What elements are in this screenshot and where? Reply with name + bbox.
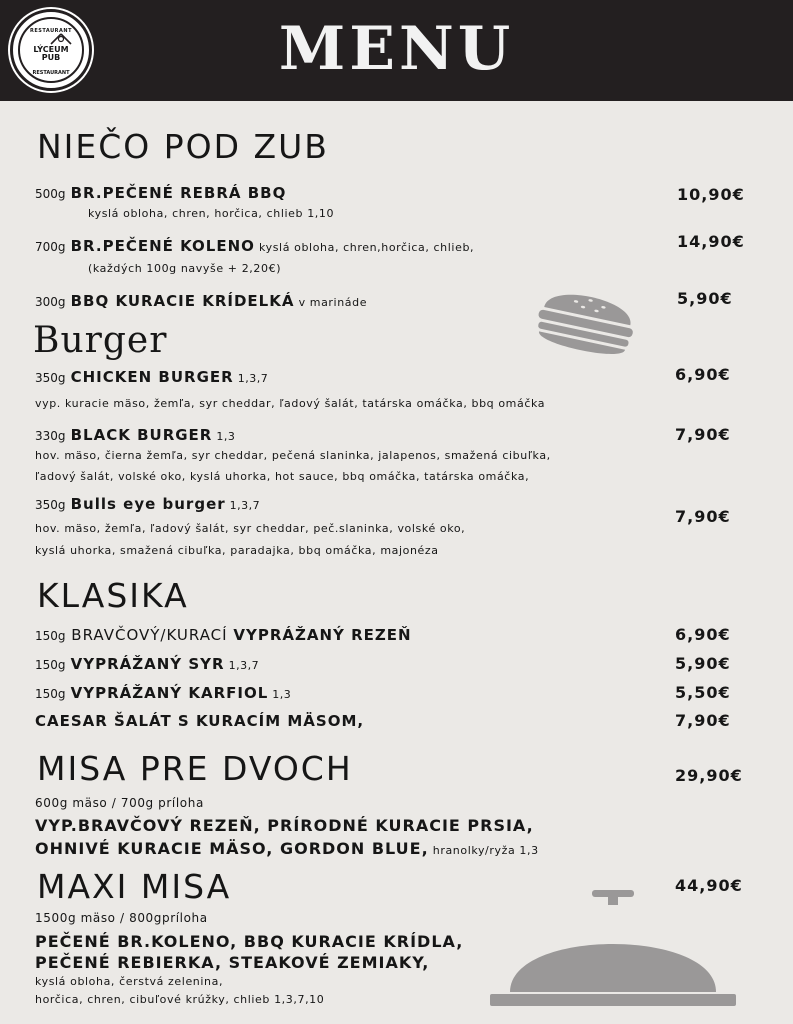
logo-name-line2: PUB	[41, 53, 61, 62]
item-name: VYPRÁŽANÝ KARFIOL	[70, 684, 269, 702]
item-price: 29,90€	[675, 766, 743, 785]
section-title-klasika: KLASIKA	[37, 576, 189, 615]
item-name: Bulls eye burger	[70, 495, 226, 513]
item-name: PEČENÉ REBIERKA, STEAKOVÉ ZEMIAKY,	[35, 953, 430, 972]
item-allergens: 1,3,7	[233, 372, 269, 385]
section-title-maxi: MAXI MISA	[37, 867, 232, 906]
item-price: 5,90€	[677, 289, 733, 308]
item-price: 14,90€	[677, 232, 745, 251]
item-price: 10,90€	[677, 185, 745, 204]
item-name-prefix: BRAVČOVÝ/KURACÍ	[65, 626, 234, 644]
item-name: BLACK BURGER	[70, 426, 213, 444]
item-description: kyslá obloha, čerstvá zelenina,	[35, 975, 224, 988]
item-price: 7,90€	[675, 711, 731, 730]
menu-item	[35, 654, 259, 676]
item-name: CHICKEN BURGER	[70, 368, 234, 386]
item-name: BBQ KURACIE KRÍDELKÁ	[70, 292, 295, 310]
menu-item	[35, 425, 235, 447]
menu-item	[35, 367, 268, 389]
page-title: MENU	[278, 14, 515, 84]
item-name: VYPRÁŽANÝ REZEŇ	[233, 626, 412, 644]
item-price: 7,90€	[675, 425, 731, 444]
item-description: kyslá uhorka, smažená cibuľka, paradajka, bbq omáčka, majonéza	[35, 544, 439, 557]
item-name: VYPRÁŽANÝ SYR	[70, 655, 225, 673]
item-price: 44,90€	[675, 876, 743, 895]
menu-item	[35, 494, 260, 516]
menu-item	[35, 711, 364, 731]
item-description-inline: kyslá obloha, chren,horčica, chlieb,	[254, 241, 475, 254]
menu-item	[35, 683, 291, 705]
item-description: ľadový šalát, volské oko, kyslá uhorka, hot sauce, bbq omáčka, tatárska omáčka,	[35, 470, 530, 483]
burger-icon	[532, 280, 640, 364]
logo-bottom-text: RESTAURANT	[32, 70, 70, 76]
item-price: 7,90€	[675, 507, 731, 526]
header-bar	[0, 0, 793, 101]
item-price: 5,90€	[675, 654, 731, 673]
item-description: hov. mäso, čierna žemľa, syr cheddar, pečená slaninka, jalapenos, smažená cibuľka,	[35, 449, 551, 462]
item-description: hov. mäso, žemľa, ľadový šalát, syr cheddar, peč.slaninka, volské oko,	[35, 522, 466, 535]
item-name: BR.PEČENÉ REBRÁ BBQ	[70, 184, 287, 202]
item-weights: 600g mäso / 700g príloha	[35, 796, 204, 810]
item-name: OHNIVÉ KURACIE MÄSO, GORDON BLUE,	[35, 839, 429, 858]
item-price: 5,50€	[675, 683, 731, 702]
item-allergens: 1,3	[212, 430, 236, 443]
item-description: (každých 100g navyše + 2,20€)	[88, 262, 282, 275]
item-weight: 350g	[35, 371, 66, 385]
item-weight: 300g	[35, 295, 66, 309]
item-weight: 330g	[35, 429, 66, 443]
menu-item	[35, 625, 412, 646]
item-weight: 350g	[35, 498, 66, 512]
item-weight: 150g	[35, 658, 66, 672]
cloche-icon	[488, 888, 738, 1008]
item-description-inline: v marináde	[294, 296, 368, 309]
section-title-misa: MISA PRE DVOCH	[37, 749, 353, 788]
item-allergens: 1,3,7	[225, 499, 261, 512]
item-description: kyslá obloha, chren, horčica, chlieb 1,10	[88, 207, 335, 220]
item-name: PEČENÉ BR.KOLENO, BBQ KURACIE KRÍDLA,	[35, 932, 464, 951]
item-weights: 1500g mäso / 800gpríloha	[35, 911, 208, 925]
menu-item	[35, 236, 474, 258]
logo-name-line1: LÝCEUM	[33, 45, 69, 54]
item-name: VYP.BRAVČOVÝ REZEŇ, PRÍRODNÉ KURACIE PRSIA,	[35, 816, 534, 835]
item-description: horčica, chren, cibuľové krúžky, chlieb 1,3,7,10	[35, 993, 325, 1006]
item-price: 6,90€	[675, 365, 731, 384]
item-price: 6,90€	[675, 625, 731, 644]
item-allergens: 1,3,7	[224, 659, 260, 672]
item-description: vyp. kuracie mäso, žemľa, syr cheddar, ľadový šalát, tatárska omáčka, bbq omáčka	[35, 397, 546, 410]
section-title-burger: Burger	[33, 320, 168, 361]
logo-top-text: RESTAURANT	[30, 28, 72, 34]
item-name: CAESAR ŠALÁT S KURACÍM MÄSOM,	[35, 712, 365, 730]
item-weight: 150g	[35, 629, 66, 643]
menu-item	[35, 183, 286, 204]
item-side-dish: hranolky/ryža 1,3	[428, 844, 539, 857]
item-weight: 700g	[35, 240, 66, 254]
section-title-nieco: NIEČO POD ZUB	[37, 127, 329, 166]
item-weight: 150g	[35, 687, 66, 701]
menu-item	[35, 291, 367, 313]
item-name: BR.PEČENÉ KOLENO	[70, 237, 255, 255]
item-weight: 500g	[35, 187, 66, 201]
menu-item	[35, 839, 539, 861]
item-allergens: 1,3	[268, 688, 292, 701]
